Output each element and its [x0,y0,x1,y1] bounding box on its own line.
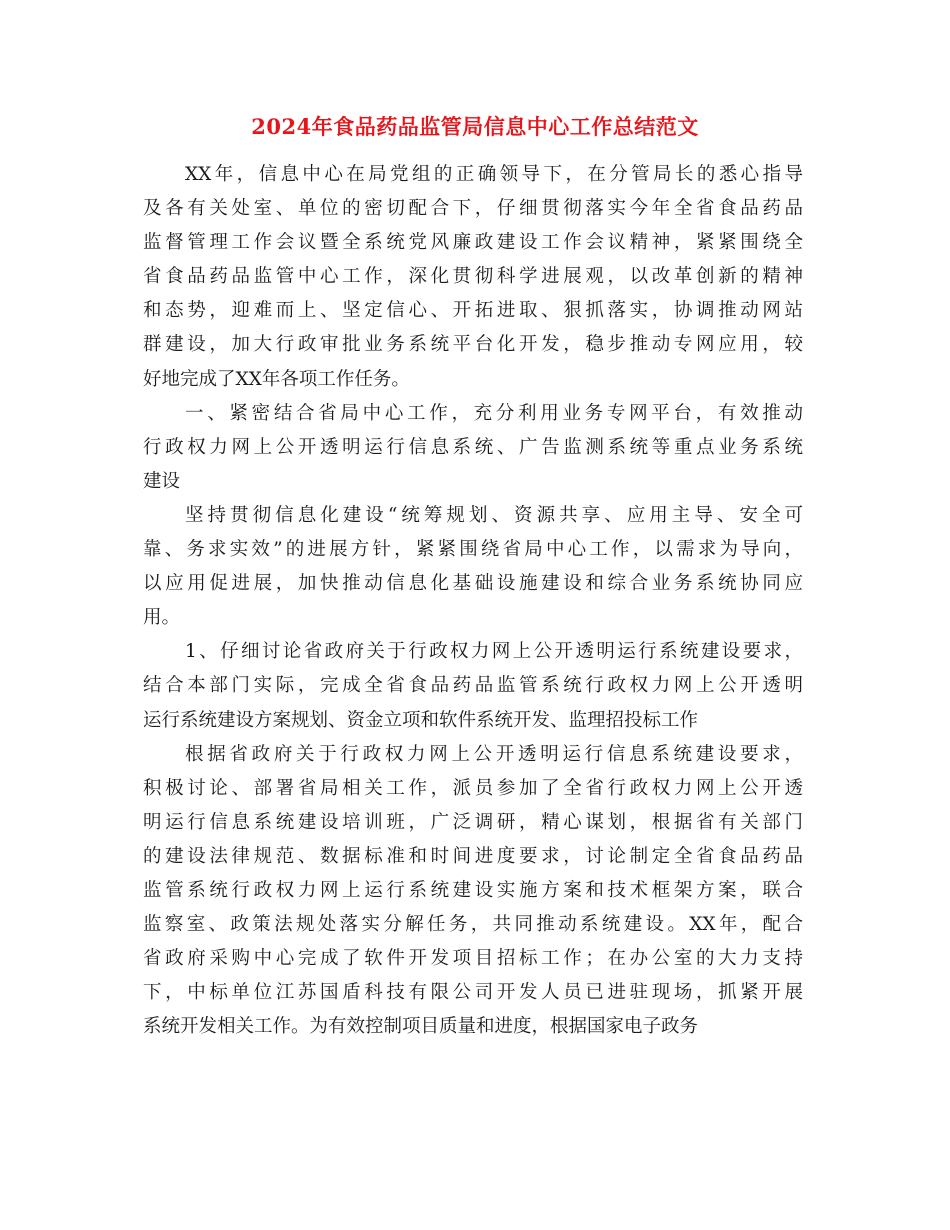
paragraph-line: 下，中标单位江苏国盾科技有限公司开发人员已进驻现场，抓紧开展 [143,982,803,1004]
paragraph-line: 积极讨论、部署省局相关工作，派员参加了全省行政权力网上公开透 [143,777,803,799]
paragraph [143,635,803,737]
paragraph-line: 省食品药品监管中心工作，深化贯彻科学进展观，以改革创新的精神 [143,266,803,288]
paragraph-line: 省政府采购中心完成了软件开发项目招标工作；在办公室的大力支持 [143,948,803,970]
paragraph-line: 一、紧密结合省局中心工作，充分利用业务专网平台，有效推动 [185,402,803,424]
document-body [143,158,803,1044]
document-title: 2024年食品药品监管局信息中心工作总结范文 [251,114,699,139]
paragraph-line: 及各有关处室、单位的密切配合下，仔细贯彻落实今年全省食品药品 [143,198,803,220]
paragraph-line: 系统开发相关工作。为有效控制项目质量和进度，根据国家电子政务 [143,1016,699,1038]
paragraph-line: 结合本部门实际，完成全省食品药品监管系统行政权力网上公开透明 [143,675,803,697]
paragraph-line: 行政权力网上公开透明运行信息系统、广告监测系统等重点业务系统 [143,436,803,458]
paragraph-line: 用。 [143,607,181,629]
paragraph-line: 运行系统建设方案规划、资金立项和软件系统开发、监理招投标工作 [143,709,699,731]
paragraph [143,158,803,397]
paragraph-line: 1、仔细讨论省政府关于行政权力网上公开透明运行系统建设要求， [185,641,803,663]
paragraph-line: 监察室、政策法规处落实分解任务，共同推动系统建设。XX年，配合 [143,914,803,936]
paragraph-line: 建设 [143,470,181,492]
paragraph-line: XX年，信息中心在局党组的正确领导下，在分管局长的悉心指导 [185,164,803,185]
paragraph-line: 的建设法律规范、数据标准和时间进度要求，讨论制定全省食品药品 [143,845,803,867]
paragraph [143,738,803,1045]
paragraph [143,499,803,635]
paragraph [143,397,803,499]
paragraph-line: 根据省政府关于行政权力网上公开透明运行信息系统建设要求， [185,743,803,765]
paragraph-line: 坚持贯彻信息化建设“统筹规划、资源共享、应用主导、安全可 [185,504,803,526]
paragraph-line: 靠、务求实效”的进展方针，紧紧围绕省局中心工作，以需求为导向， [143,539,803,561]
paragraph-line: 明运行信息系统建设培训班，广泛调研，精心谋划，根据省有关部门 [143,811,803,833]
paragraph-line: 好地完成了XX年各项工作任务。 [143,368,410,390]
paragraph-line: 和态势，迎难而上、坚定信心、开拓进取、狠抓落实，协调推动网站 [143,300,803,322]
paragraph-line: 监督管理工作会议暨全系统党风廉政建设工作会议精神，紧紧围绕全 [143,232,803,254]
paragraph-line: 以应用促进展，加快推动信息化基础设施建设和综合业务系统协同应 [143,573,803,595]
paragraph-line: 群建设，加大行政审批业务系统平台化开发，稳步推动专网应用，较 [143,334,803,356]
paragraph-line: 监管系统行政权力网上运行系统建设实施方案和技术框架方案，联合 [143,879,803,901]
